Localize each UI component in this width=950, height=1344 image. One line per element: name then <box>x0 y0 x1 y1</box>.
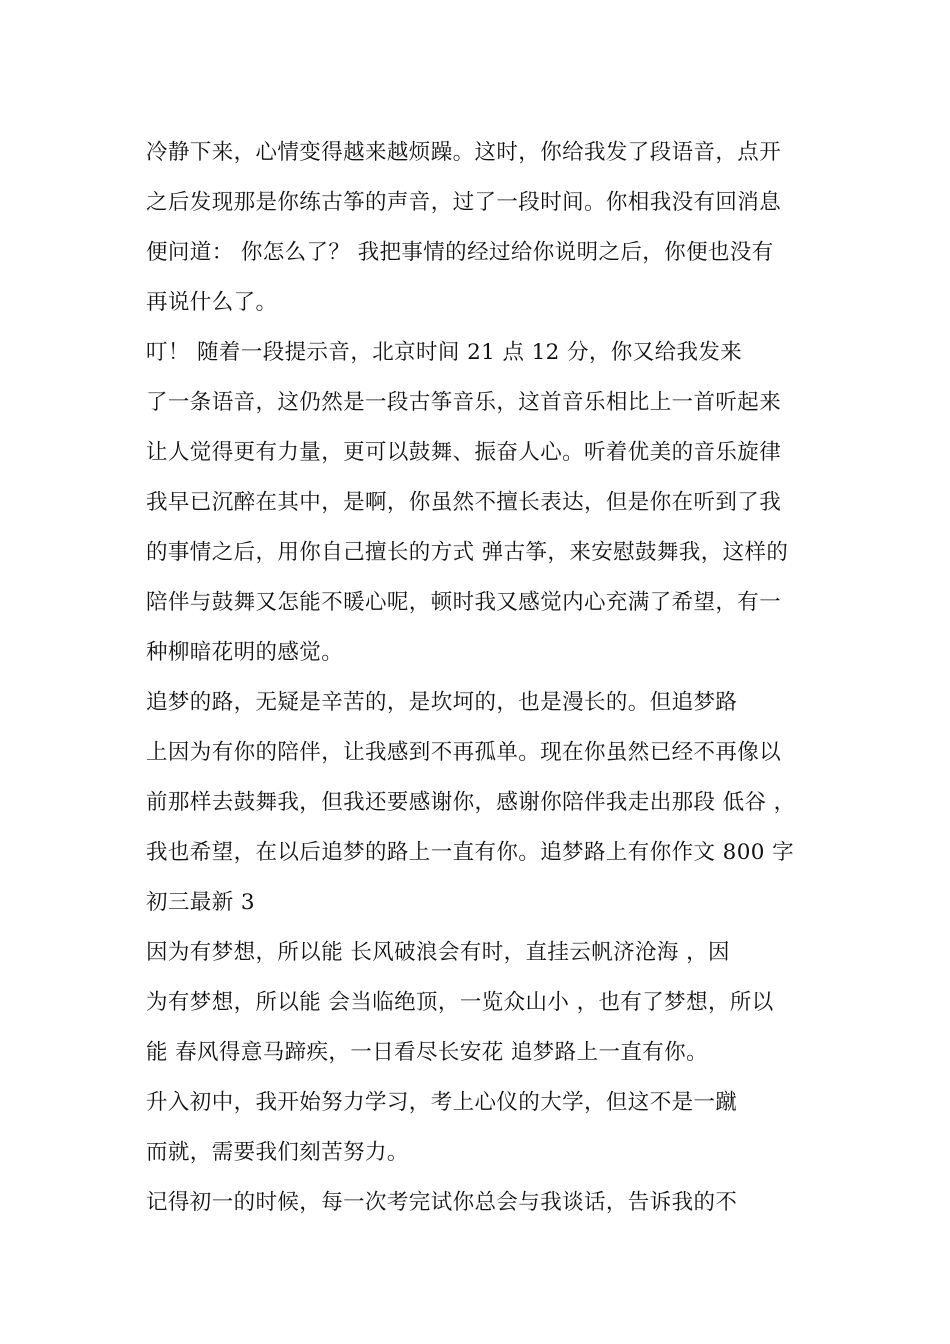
text-line: 让人觉得更有力量，更可以鼓舞、振奋人心。听着优美的音乐旋律 <box>146 440 782 465</box>
text-line: 而就，需要我们刻苦努力。 <box>146 1140 409 1165</box>
text-line: 上因为有你的陪伴，让我感到不再孤单。现在你虽然已经不再像以 <box>146 740 782 765</box>
document-body <box>146 128 810 1228</box>
text-line: 叮！ 随着一段提示音，北京时间 21 点 12 分，你又给我发来 <box>146 340 743 365</box>
text-line: 便问道： 你怎么了？ 我把事情的经过给你说明之后，你便也没有 <box>146 240 774 265</box>
text-line: 之后发现那是你练古筝的声音，过了一段时间。你相我没有回消息 <box>146 190 782 215</box>
text-line: 记得初一的时候，每一次考完试你总会与我谈话，告诉我的不 <box>146 1190 738 1215</box>
text-line: 升入初中，我开始努力学习，考上心仪的大学，但这不是一蹴 <box>146 1090 738 1115</box>
text-line: 我也希望，在以后追梦的路上一直有你。追梦路上有你作文 800 字 <box>146 840 795 865</box>
text-line: 因为有梦想，所以能 长风破浪会有时，直挂云帆济沧海 ，因 <box>146 940 730 965</box>
text-line: 了一条语音，这仍然是一段古筝音乐，这首音乐相比上一首听起来 <box>146 390 782 415</box>
text-line: 再说什么了。 <box>146 290 278 315</box>
text-line: 陪伴与鼓舞又怎能不暖心呢，顿时我又感觉内心充满了希望，有一 <box>146 590 782 615</box>
text-line: 初三最新 3 <box>146 890 255 915</box>
text-line: 我早已沉醉在其中，是啊，你虽然不擅长表达，但是你在听到了我 <box>146 490 782 515</box>
text-line: 前那样去鼓舞我，但我还要感谢你，感谢你陪伴我走出那段 低谷 ， <box>146 790 796 815</box>
text-line: 追梦的路，无疑是辛苦的，是坎坷的，也是漫长的。但追梦路 <box>146 690 738 715</box>
text-line: 种柳暗花明的感觉。 <box>146 640 344 665</box>
text-line: 为有梦想，所以能 会当临绝顶，一览众山小 ，也有了梦想，所以 <box>146 990 774 1015</box>
text-line: 能 春风得意马蹄疾，一日看尽长安花 追梦路上一直有你。 <box>146 1040 708 1065</box>
text-line: 的事情之后，用你自己擅长的方式 弹古筝，来安慰鼓舞我，这样的 <box>146 540 789 565</box>
text-line: 冷静下来，心情变得越来越烦躁。这时，你给我发了段语音，点开 <box>146 140 782 165</box>
